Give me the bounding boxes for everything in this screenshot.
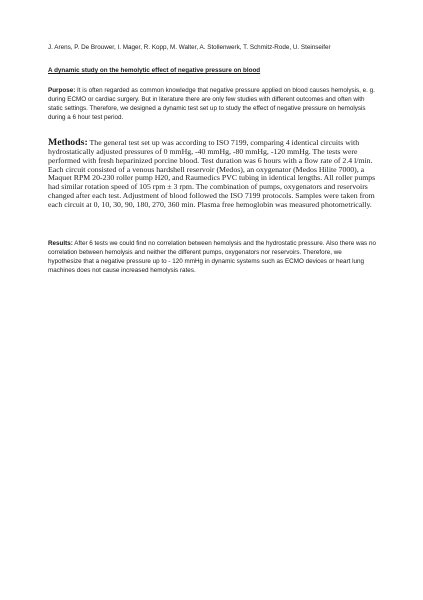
author-list: J. Arens, P. De Brouwer, I. Mager, R. Kopp, M. Walter, A. Stollenwerk, T. Schmitz-Rode, U. Steinseifer [48,44,331,51]
purpose-text: It is often regarded as common knowledge that negative pressure applied on blood causes hemolysis, e. g. during ECMO or cardiac surgery. But in literature there are only few studies with different outcomes and often with static settings. Therefore, we designed a dynamic test set up to study the effect of negative pressure on hemolysis during a 6 hour test period. [48,87,375,121]
document-title: A dynamic study on the hemolytic effect of negative pressure on blood [48,67,261,74]
results-label: Results: [48,240,73,247]
purpose-label: Purpose: [48,87,76,94]
methods-text: The general test set up was according to ISO 7199, comparing 4 identical circuits with hydrostatically adjusted pressures of 0 mmHg, -40 mmHg, -80 mmHg, -120 mmHg. The tests were performed with fresh heparinized porcine blood. Test duration was 6 hours with a flow rate of 2.4 l/min. Each circuit consisted of a venous hardshell reservoir (Medos), an oxygenator (Medos Hilite 7000), a Maquet RPM 20-230 roller pump H20, and Raumedics PVC tubing in identical lengths. All roller pumps had similar rotation speed of 105 rpm ± 3 rpm. The combination of pumps, oxygenators and reservoirs changed after each test. Adjustment of blood followed the ISO 7199 protocols. Samples were taken from each circuit at 0, 10, 30, 90, 180, 270, 360 min. Plasma free hemoglobin was measured photometrically. [48,138,376,209]
methods-label: Methods: [48,137,88,148]
methods-paragraph [48,139,376,210]
purpose-paragraph [48,87,376,123]
results-text: After 6 tests we could find no correlation between hemolysis and the hydrostatic pressure. Also there was no correlation between hemolysis and neither the different pumps, oxygenators nor reservoirs. Therefore, we hypothesize that a negative pressure up to - 120 mmHg in dynamic systems such as ECMO devices or heart lung machines does not cause increased hemolysis rates. [48,240,376,274]
results-paragraph [48,240,376,276]
